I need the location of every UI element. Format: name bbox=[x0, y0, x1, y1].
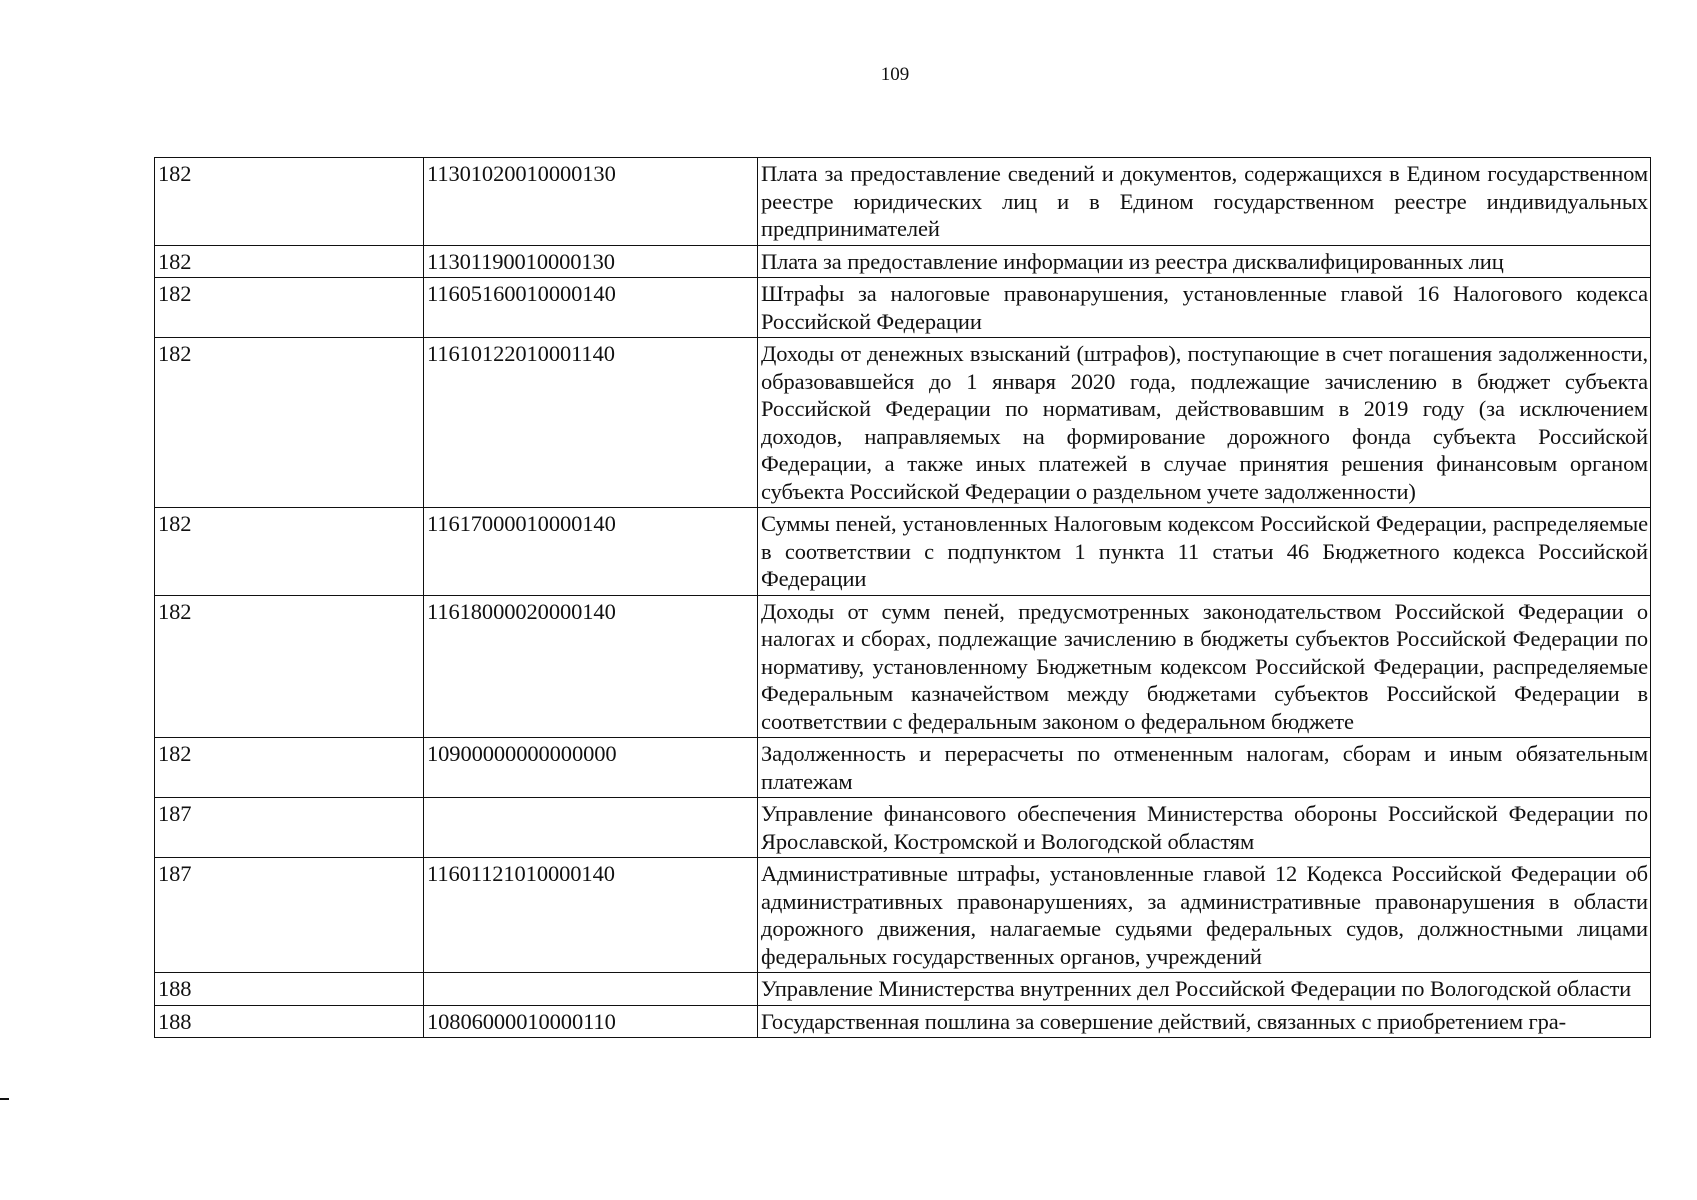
revenue-name-cell: Управление Министерства внутренних дел Российской Федерации по Вологодской области bbox=[758, 973, 1651, 1006]
admin-code-cell: 182 bbox=[155, 158, 424, 246]
revenue-name-cell: Штрафы за налоговые правонарушения, установленные главой 16 Налогового кодекса Российской Федерации bbox=[758, 278, 1651, 338]
revenue-code-cell: 10806000010000110 bbox=[424, 1005, 758, 1038]
revenue-name-cell: Административные штрафы, установленные главой 12 Кодекса Российской Федерации об административных правонарушениях, за административные правонарушения в области дорожного движения, налагаемые судьями федеральных судов, должностными лицами федеральных государственных органов, учреждений bbox=[758, 858, 1651, 973]
revenue-code-cell: 11605160010000140 bbox=[424, 278, 758, 338]
revenue-code-cell bbox=[424, 798, 758, 858]
admin-code-cell: 182 bbox=[155, 595, 424, 738]
revenue-code-cell: 11617000010000140 bbox=[424, 508, 758, 596]
admin-code-cell: 182 bbox=[155, 338, 424, 508]
admin-code-cell: 188 bbox=[155, 973, 424, 1006]
revenue-code-cell: 11301020010000130 bbox=[424, 158, 758, 246]
admin-code-cell: 182 bbox=[155, 245, 424, 278]
table-row bbox=[155, 245, 1651, 278]
admin-code-cell: 188 bbox=[155, 1005, 424, 1038]
table-row bbox=[155, 973, 1651, 1006]
revenue-name-cell: Плата за предоставление информации из реестра дисквалифицированных лиц bbox=[758, 245, 1651, 278]
table-row bbox=[155, 798, 1651, 858]
table-row bbox=[155, 738, 1651, 798]
revenue-name-cell: Плата за предоставление сведений и документов, содержащихся в Едином государственном реестре юридических лиц и в Едином государственном реестре индивидуальных предпринимателей bbox=[758, 158, 1651, 246]
revenue-name-cell: Управление финансового обеспечения Министерства обороны Российской Федерации по Ярославской, Костромской и Вологодской областям bbox=[758, 798, 1651, 858]
revenue-code-cell: 10900000000000000 bbox=[424, 738, 758, 798]
revenue-code-cell bbox=[424, 973, 758, 1006]
revenue-code-cell: 11610122010001140 bbox=[424, 338, 758, 508]
revenue-name-cell: Суммы пеней, установленных Налоговым кодексом Российской Федерации, распределяемые в соответствии с подпунктом 1 пункта 11 статьи 46 Бюджетного кодекса Российской Федерации bbox=[758, 508, 1651, 596]
table-row bbox=[155, 858, 1651, 973]
revenue-name-cell: Доходы от денежных взысканий (штрафов), поступающие в счет погашения задолженности, образовавшейся до 1 января 2020 года, подлежащие зачислению в бюджет субъекта Российской Федерации по нормативам, действовавшим в 2019 году (за исключением доходов, направляемых на формирование дорожного фонда субъекта Российской Федерации, а также иных платежей в случае принятия решения финансовым органом субъекта Российской Федерации о раздельном учете задолженности) bbox=[758, 338, 1651, 508]
revenue-name-cell: Государственная пошлина за совершение действий, связанных с приобретением гра- bbox=[758, 1005, 1651, 1038]
table-row bbox=[155, 508, 1651, 596]
revenue-name-cell: Доходы от сумм пеней, предусмотренных законодательством Российской Федерации о налогах и сборах, подлежащие зачислению в бюджеты субъектов Российской Федерации по нормативу, установленному Бюджетным кодексом Российской Федерации, распределяемые Федеральным казначейством между бюджетами субъектов Российской Федерации в соответствии с федеральным законом о федеральном бюджете bbox=[758, 595, 1651, 738]
table-row bbox=[155, 338, 1651, 508]
table-row bbox=[155, 1005, 1651, 1038]
margin-mark bbox=[0, 1098, 9, 1100]
revenue-code-cell: 11301190010000130 bbox=[424, 245, 758, 278]
table-row bbox=[155, 278, 1651, 338]
admin-code-cell: 187 bbox=[155, 798, 424, 858]
page-number: 109 bbox=[880, 64, 910, 85]
admin-code-cell: 182 bbox=[155, 738, 424, 798]
revenue-code-cell: 11618000020000140 bbox=[424, 595, 758, 738]
admin-code-cell: 182 bbox=[155, 508, 424, 596]
revenue-codes-table bbox=[154, 157, 1651, 1038]
admin-code-cell: 187 bbox=[155, 858, 424, 973]
admin-code-cell: 182 bbox=[155, 278, 424, 338]
revenue-code-cell: 11601121010000140 bbox=[424, 858, 758, 973]
table-row bbox=[155, 595, 1651, 738]
revenue-name-cell: Задолженность и перерасчеты по отмененным налогам, сборам и иным обязательным платежам bbox=[758, 738, 1651, 798]
table-row bbox=[155, 158, 1651, 246]
